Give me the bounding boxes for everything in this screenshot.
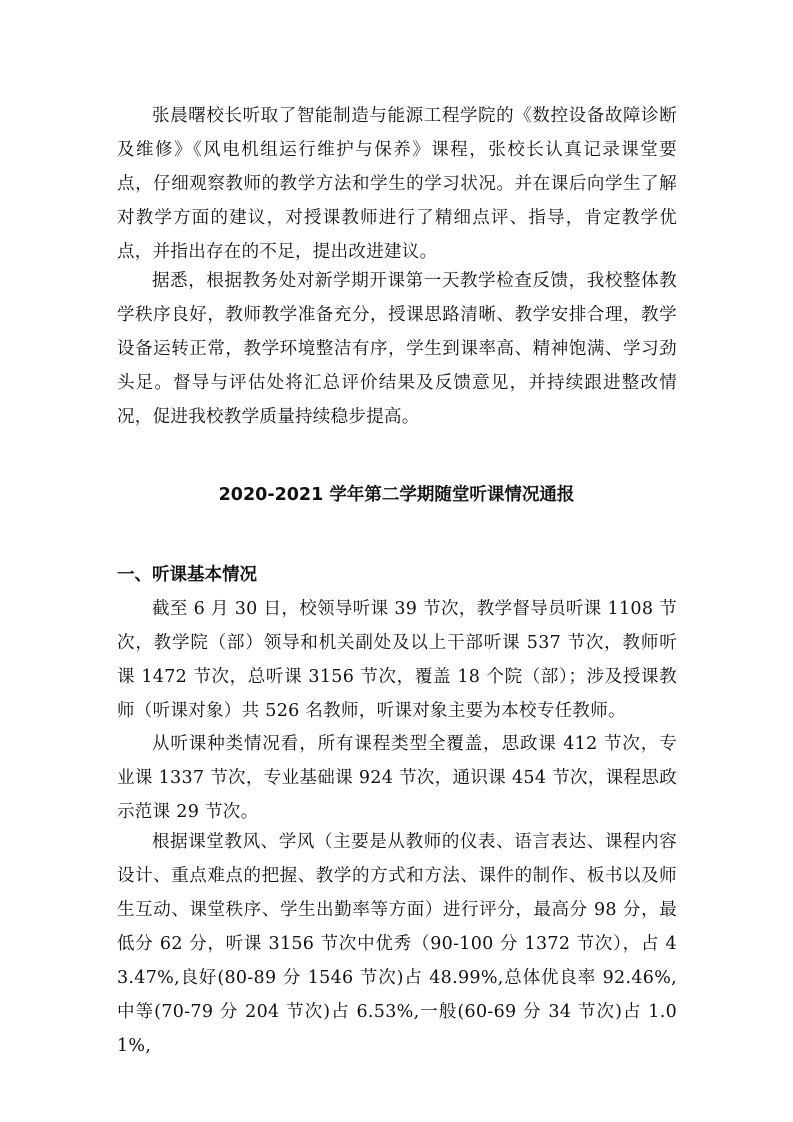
- section-paragraph-1: 截至 6 月 30 日，校领导听课 39 节次，教学督导员听课 1108 节次，教学院（部）领导和机关副处及以上干部听课 537 节次，教师听课 1472 节次，总听课 3156 节次，覆盖 18 个院（部）；涉及授课教师（听课对象）共 526 名教师，听课对象主要为本校专任教师。: [117, 599, 677, 721]
- section-paragraph-3: 根据课堂教风、学风（主要是从教师的仪表、语言表达、课程内容设计、重点难点的把握、教学的方式和方法、课件的制作、板书以及师生互动、课堂秩序、学生出勤率等方面）进行评分，最高分 98 分，最低分 62 分，听课 3156 节次中优秀（90-100 分 1372 节次），占 43.47%,良好(80-89 分 1546 节次)占 48.99%,总体优良率 92.46%,中等(70-79 分 204 节次)占 6.53%,一般(60-69 分 34 节次)占 1.01%,: [117, 832, 677, 1056]
- intro-paragraph-1: 张晨曙校长听取了智能制造与能源工程学院的《数控设备故障诊断及维修》《风电机组运行维护与保养》课程，张校长认真记录课堂要点，仔细观察教师的教学方法和学生的学习状况。并在课后向学生了解对教学方面的建议，对授课教师进行了精细点评、指导，肯定教学优点，并指出存在的不足，提出改进建议。: [117, 106, 677, 262]
- intro-paragraph-2: 据悉，根据教务处对新学期开课第一天教学检查反馈，我校整体教学秩序良好，教师教学准备充分，授课思路清晰、教学安排合理，教学设备运转正常，教学环境整洁有序，学生到课率高、精神饱满、学习劲头足。督导与评估处将汇总评价结果及反馈意见，并持续跟进整改情况，促进我校教学质量持续稳步提高。: [117, 271, 677, 427]
- section-heading: 一、听课基本情况: [117, 565, 257, 585]
- report-title: 2020-2021 学年第二学期随堂听课情况通报: [218, 485, 575, 505]
- section-paragraph-2: 从听课种类情况看，所有课程类型全覆盖，思政课 412 节次，专业课 1337 节次，专业基础课 924 节次，通识课 454 节次，课程思政示范课 29 节次。: [117, 734, 677, 822]
